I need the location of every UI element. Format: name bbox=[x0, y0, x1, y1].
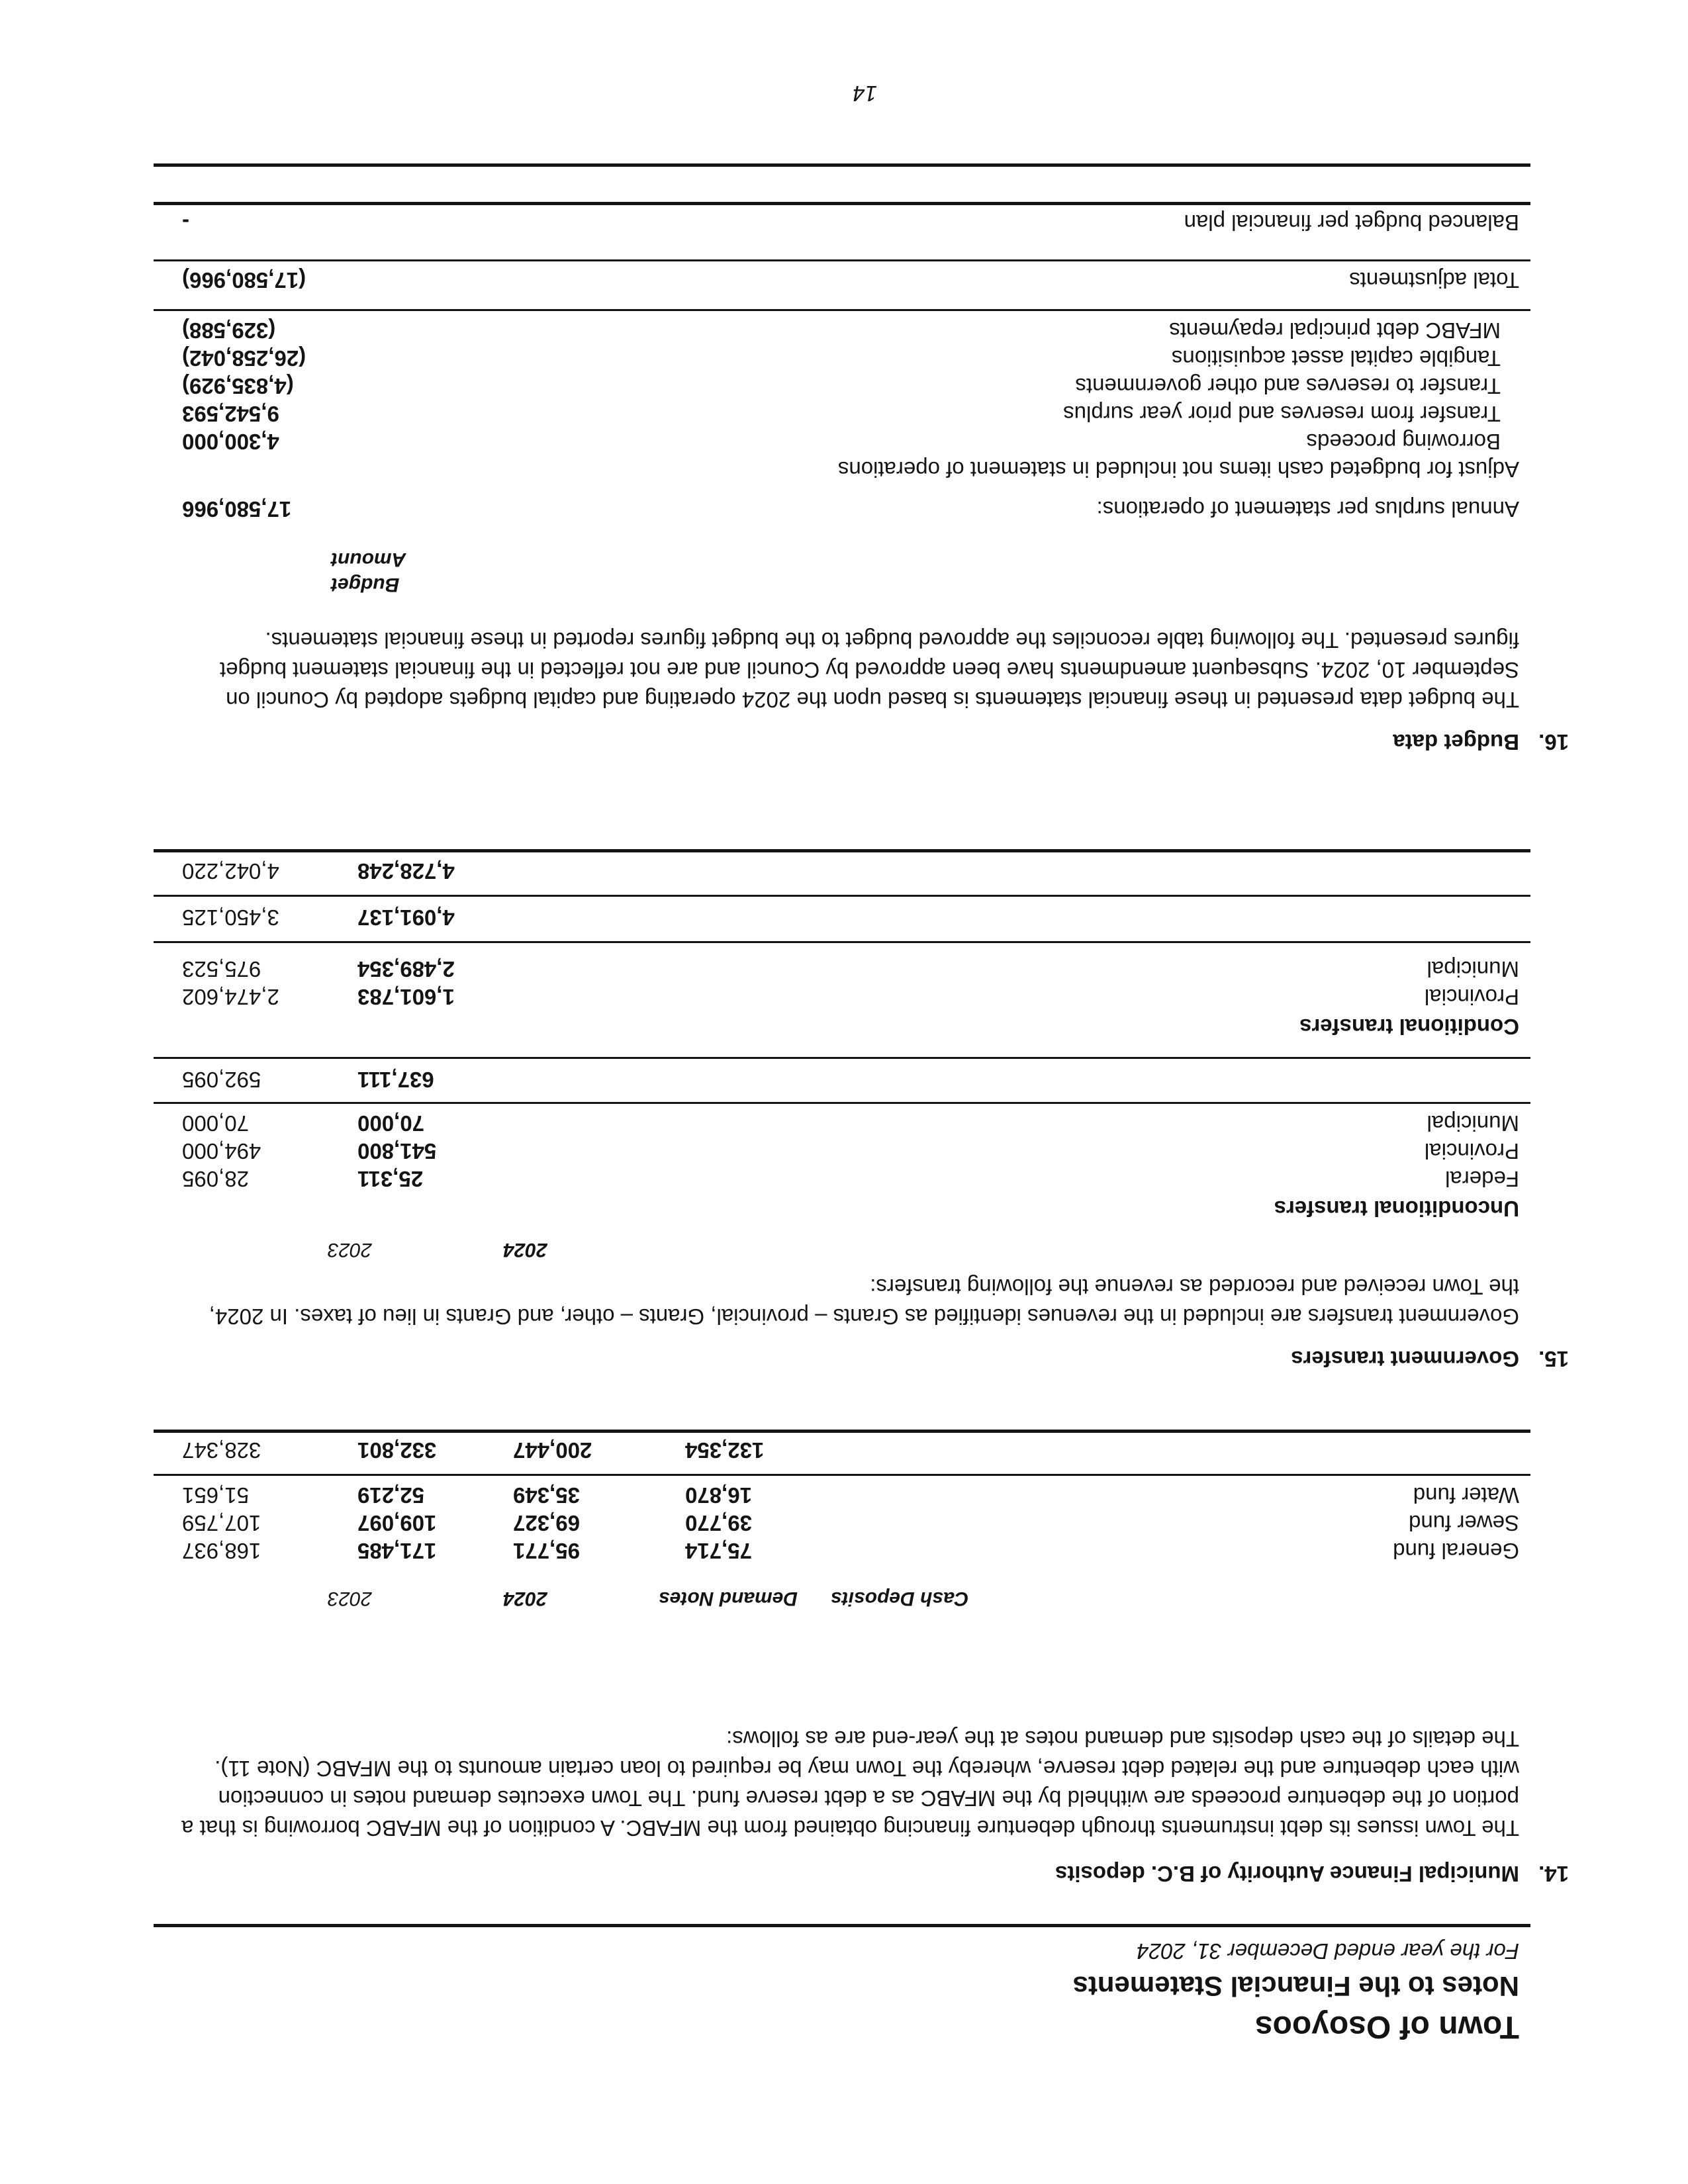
grand-total-row bbox=[149, 856, 1519, 884]
demand-notes-value: 35,349 bbox=[513, 1483, 580, 1508]
demand-notes-value: 69,327 bbox=[513, 1511, 580, 1535]
demand-notes-total: 200,447 bbox=[513, 1438, 592, 1463]
table-row bbox=[149, 981, 1519, 1009]
note-14-title: Municipal Finance Authority of B.C. deposits bbox=[1055, 1862, 1519, 1886]
subtotal-row bbox=[149, 902, 1519, 930]
budget-value: - bbox=[182, 210, 189, 235]
row-label: Adjust for budgeted cash items not included in statement of operations bbox=[837, 457, 1519, 482]
budget-value: (26,258,042) bbox=[182, 346, 306, 371]
note-15-paragraph: Government transfers are included in the revenues identified as Grants – provincial, Grants – other, and Grants in lieu of taxes. In 2024, the Town received and recorded as revenue the following transfers: bbox=[209, 1275, 1519, 1329]
value-2023: 107,759 bbox=[182, 1511, 261, 1535]
budget-value: (329,588) bbox=[182, 318, 276, 343]
subtotal-2024: 637,111 bbox=[357, 1068, 434, 1092]
row-label: Water fund bbox=[1413, 1483, 1519, 1508]
budget-value: 9,542,593 bbox=[182, 402, 279, 426]
row-label: Municipal bbox=[1427, 1111, 1519, 1136]
row-label: Balanced budget per financial plan bbox=[1184, 210, 1519, 235]
page-number: 14 bbox=[853, 81, 877, 106]
header-rule bbox=[154, 1924, 1530, 1927]
reporting-period: For the year ended December 31, 2024 bbox=[1137, 1939, 1519, 1964]
footer-rule bbox=[154, 163, 1530, 167]
total-2024: 332,801 bbox=[357, 1438, 437, 1463]
value-2024: 70,000 bbox=[357, 1111, 424, 1136]
table-row bbox=[149, 494, 1519, 522]
unconditional-heading: Unconditional transfers bbox=[1274, 1197, 1519, 1221]
value-2024: 1,601,783 bbox=[357, 985, 455, 1009]
value-2024: 109,097 bbox=[357, 1511, 437, 1535]
table-row bbox=[149, 343, 1519, 371]
value-2023: 28,095 bbox=[182, 1167, 249, 1191]
page-title: Town of Osoyoos bbox=[1254, 2009, 1519, 2044]
row-label: Total adjustments bbox=[1349, 268, 1519, 293]
budget-value: (17,580,966) bbox=[182, 268, 306, 293]
note-14-paragraph: The Town issues its debt instruments through debenture financing obtained from the MFABC. A condition of the MFABC borrowing is that a portion of the debenture proceeds are withheld by the MFABC as a debt reserve fund. The Town executes demand notes in connection with each debenture and the related debt reserve, whereby the Town may be required to loan certain amounts to the MFABC (Note 11). The details of the cash deposits and demand notes at the year-end are as follows: bbox=[181, 1727, 1519, 1841]
table-row bbox=[149, 315, 1519, 343]
row-label: Transfer to reserves and other governments bbox=[1075, 374, 1501, 398]
table-row bbox=[149, 426, 1519, 454]
row-label: MFABC debt principal repayments bbox=[1169, 318, 1501, 343]
divider bbox=[154, 1102, 1530, 1104]
note-14-number: 14. bbox=[1538, 1862, 1569, 1886]
row-label: Tangible capital asset acquisitions bbox=[1171, 346, 1501, 371]
cash-deposits-value: 75,714 bbox=[685, 1539, 752, 1563]
note-15-number: 15. bbox=[1538, 1347, 1569, 1371]
subtotal-2024: 4,091,137 bbox=[357, 905, 455, 930]
value-2023: 51,651 bbox=[182, 1483, 249, 1508]
conditional-heading: Conditional transfers bbox=[1299, 1015, 1519, 1039]
note-16-title: Budget data bbox=[1393, 730, 1519, 754]
col-amount: Amount bbox=[331, 549, 406, 570]
value-2023: 168,937 bbox=[182, 1539, 261, 1563]
value-2023: 494,000 bbox=[182, 1139, 261, 1163]
grand-total-2023: 4,042,220 bbox=[182, 859, 279, 884]
divider bbox=[154, 1430, 1530, 1433]
table-row bbox=[149, 371, 1519, 398]
table-row bbox=[149, 1108, 1519, 1136]
row-label: General fund bbox=[1393, 1539, 1519, 1563]
value-2024: 52,219 bbox=[357, 1483, 424, 1508]
table-row bbox=[149, 398, 1519, 426]
budget-value: 17,580,966 bbox=[182, 497, 292, 522]
value-2023: 2,474,602 bbox=[182, 985, 279, 1009]
total-row bbox=[149, 265, 1519, 293]
col-cash-deposits: Cash Deposits bbox=[831, 1588, 969, 1610]
col-2023: 2023 bbox=[328, 1588, 372, 1610]
row-label: Transfer from reserves and prior year surplus bbox=[1063, 402, 1501, 426]
row-label: Municipal bbox=[1427, 957, 1519, 981]
divider bbox=[154, 1057, 1530, 1059]
table-row bbox=[149, 954, 1519, 981]
row-label: Annual surplus per statement of operations: bbox=[1096, 497, 1519, 522]
subtotal-2023: 3,450,125 bbox=[182, 905, 279, 930]
note-15-title: Government transfers bbox=[1291, 1347, 1519, 1371]
budget-value: 4,300,000 bbox=[182, 430, 279, 454]
col-budget: Budget bbox=[331, 574, 400, 596]
divider bbox=[154, 1474, 1530, 1476]
table-row bbox=[149, 1136, 1519, 1163]
col-2023: 2023 bbox=[328, 1239, 372, 1261]
total-row bbox=[149, 207, 1519, 235]
budget-value: (4,835,929) bbox=[182, 374, 294, 398]
col-2024: 2024 bbox=[503, 1588, 547, 1610]
divider bbox=[154, 309, 1530, 311]
divider bbox=[154, 849, 1530, 852]
subtotal-row bbox=[149, 1064, 1519, 1092]
divider bbox=[154, 259, 1530, 261]
page-subtitle: Notes to the Financial Statements bbox=[1072, 1971, 1519, 2002]
table-row bbox=[149, 1508, 1519, 1535]
divider bbox=[154, 895, 1530, 897]
value-2024: 25,311 bbox=[357, 1167, 424, 1191]
table-row bbox=[149, 454, 1519, 482]
subtotal-2023: 592,095 bbox=[182, 1068, 261, 1092]
table-row bbox=[149, 1480, 1519, 1508]
total-2023: 328,347 bbox=[182, 1438, 261, 1463]
note-16-number: 16. bbox=[1538, 730, 1569, 754]
value-2023: 975,523 bbox=[182, 957, 261, 981]
cash-deposits-value: 16,870 bbox=[685, 1483, 752, 1508]
grand-total-2024: 4,728,248 bbox=[357, 859, 455, 884]
value-2024: 541,800 bbox=[357, 1139, 437, 1163]
divider bbox=[154, 941, 1530, 943]
col-2024: 2024 bbox=[503, 1239, 547, 1261]
value-2024: 2,489,354 bbox=[357, 957, 455, 981]
divider bbox=[154, 202, 1530, 205]
totals-row bbox=[149, 1435, 1519, 1463]
row-label: Provincial bbox=[1424, 985, 1519, 1009]
note-16-paragraph: The budget data presented in these financial statements is based upon the 2024 operating and capital budgets adopted by Council on September 10, 2024. Subsequent amendments have been approved by Council and are not reflected in the financial statement budget figures presented. The following table reconciles the approved budget to the budget figures reported in these financial statements. bbox=[220, 628, 1519, 712]
row-label: Federal bbox=[1445, 1167, 1519, 1191]
row-label: Borrowing proceeds bbox=[1306, 430, 1501, 454]
value-2023: 70,000 bbox=[182, 1111, 249, 1136]
table-row bbox=[149, 1535, 1519, 1563]
demand-notes-value: 95,771 bbox=[513, 1539, 580, 1563]
table-row bbox=[149, 1163, 1519, 1191]
cash-deposits-total: 132,354 bbox=[685, 1438, 765, 1463]
row-label: Sewer fund bbox=[1409, 1511, 1519, 1535]
cash-deposits-value: 39,770 bbox=[685, 1511, 752, 1535]
value-2024: 171,485 bbox=[357, 1539, 437, 1563]
row-label: Provincial bbox=[1424, 1139, 1519, 1163]
col-demand-notes: Demand Notes bbox=[659, 1588, 798, 1610]
